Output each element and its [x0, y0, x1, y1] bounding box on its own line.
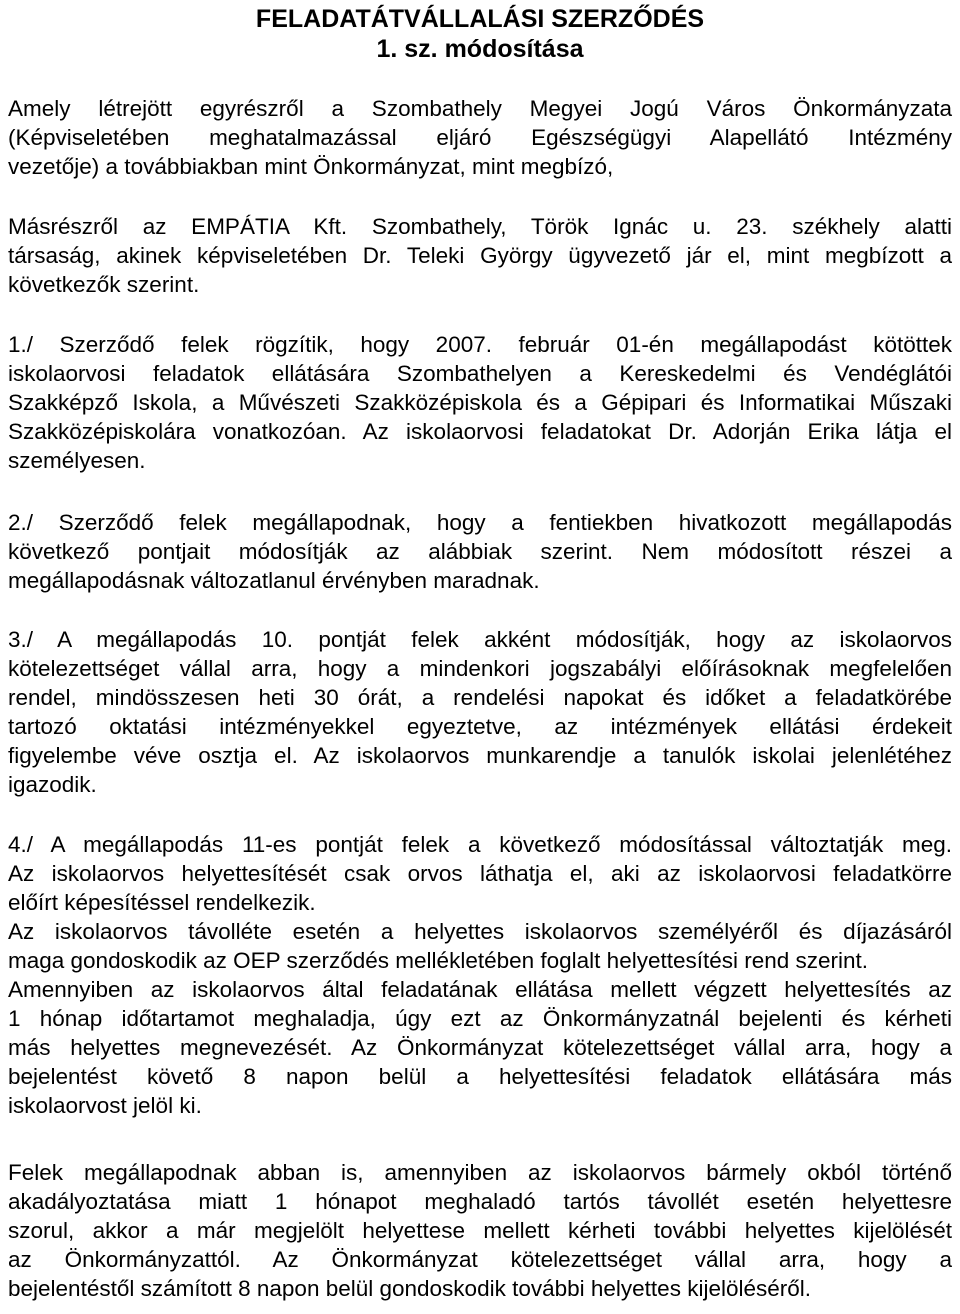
document-title: FELADATÁTVÁLLALÁSI SZERZŐDÉS [255, 5, 705, 33]
text-line: Szakközépiskolára vonatkozóan. Az iskolaorvosi feladatokat Dr. Adorján Erika látja el [8, 419, 952, 444]
section-5-paragraph [8, 1158, 952, 1303]
text-line: más helyettes megnevezését. Az Önkormányzat kötelezettséget vállal arra, hogy a [8, 1035, 952, 1060]
text-line: figyelembe véve osztja el. Az iskolaorvos munkarendje a tanulók iskolai jelenlétéhez [8, 743, 952, 768]
text-line: előírt képesítéssel rendelkezik. [8, 890, 316, 915]
section-4-paragraph [8, 830, 952, 1120]
document-subtitle: 1. sz. módosítása [376, 35, 584, 63]
text-line: személyesen. [8, 448, 146, 473]
text-line: akadályoztatása miatt 1 hónapot meghaladó tartós távollét esetén helyettesre [8, 1189, 952, 1214]
text-line: következők szerint. [8, 272, 200, 297]
text-line: iskolaorvost jelöl ki. [8, 1093, 202, 1118]
section-2-paragraph [8, 508, 952, 595]
text-line: bejelentést követő 8 napon belül a helyettesítési feladatok ellátására más [8, 1064, 952, 1089]
text-line: iskolaorvosi feladatok ellátására Szombathelyen a Kereskedelmi és Vendéglátói [8, 361, 952, 386]
text-line: (Képviseletében meghatalmazással eljáró Egészségügyi Alapellátó Intézmény [8, 125, 952, 150]
text-line: kötelezettséget vállal arra, hogy a mindenkori jogszabályi előírásoknak megfelelően [8, 656, 952, 681]
text-line: 1./ Szerződő felek rögzítik, hogy 2007. február 01-én megállapodást kötöttek [8, 332, 952, 357]
text-line: 2./ Szerződő felek megállapodnak, hogy a fentiekben hivatkozott megállapodás [8, 510, 952, 535]
text-line: 4./ A megállapodás 11-es pontját felek a következő módosítással változtatják meg. [8, 832, 952, 857]
intro-paragraph [8, 94, 952, 181]
text-line: vezetője) a továbbiakban mint Önkormányzat, mint megbízó, [8, 154, 614, 179]
text-line: az Önkormányzattól. Az Önkormányzat kötelezettséget vállal arra, hogy a [8, 1247, 952, 1272]
text-line: Az iskolaorvos helyettesítését csak orvos láthatja el, aki az iskolaorvosi feladatkörre [8, 861, 952, 886]
text-line: Az iskolaorvos távolléte esetén a helyettes iskolaorvos személyéről és díjazásáról [8, 919, 952, 944]
text-line: Felek megállapodnak abban is, amennyiben az iskolaorvos bármely okból történő [8, 1160, 952, 1185]
party-paragraph [8, 212, 952, 299]
text-line: társaság, akinek képviseletében Dr. Teleki György ügyvezető jár el, mint megbízott a [8, 243, 952, 268]
section-3-paragraph [8, 625, 952, 799]
text-line: maga gondoskodik az OEP szerződés mellékletében foglalt helyettesítési rend szerint. [8, 948, 869, 973]
text-line: Szakképző Iskola, a Művészeti Szakközépiskola és a Gépipari és Informatikai Műszaki [8, 390, 952, 415]
text-line: 1 hónap időtartamot meghaladja, úgy ezt az Önkormányzatnál bejelenti és kérheti [8, 1006, 952, 1031]
text-line: tartozó oktatási intézményekkel egyeztetve, az intézmények ellátási érdekeit [8, 714, 952, 739]
text-line: következő pontjait módosítják az alábbiak szerint. Nem módosított részei a [8, 539, 952, 564]
text-line: Másrészről az EMPÁTIA Kft. Szombathely, Török Ignác u. 23. székhely alatti [8, 214, 952, 239]
section-1-paragraph [8, 330, 952, 475]
text-line: bejelentéstől számított 8 napon belül gondoskodik további helyettes kijelöléséről. [8, 1276, 812, 1301]
text-line: szorul, akkor a már megjelölt helyettese mellett kérheti további helyettes kijelölését [8, 1218, 952, 1243]
text-line: rendel, mindösszesen heti 30 órát, a rendelési napokat és időket a feladatkörébe [8, 685, 952, 710]
text-line: megállapodásnak változatlanul érvényben maradnak. [8, 568, 540, 593]
text-line: Amely létrejött egyrészről a Szombathely Megyei Jogú Város Önkormányzata [8, 96, 952, 121]
text-line: Amennyiben az iskolaorvos által feladatának ellátása mellett végzett helyettesítés az [8, 977, 952, 1002]
text-line: 3./ A megállapodás 10. pontját felek akként módosítják, hogy az iskolaorvos [8, 627, 952, 652]
text-line: igazodik. [8, 772, 97, 797]
